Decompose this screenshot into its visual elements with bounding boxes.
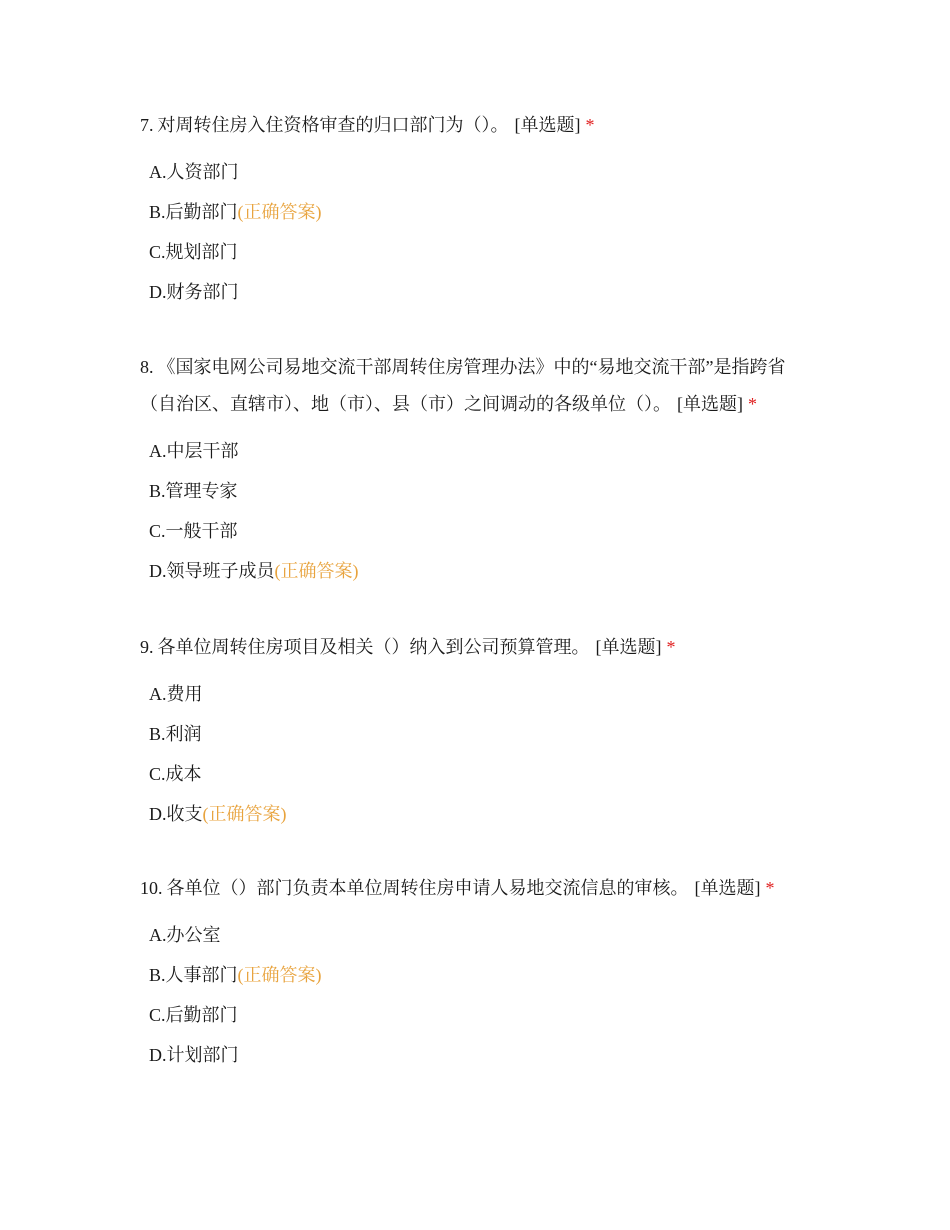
option-label: A.中层干部: [149, 441, 239, 461]
option-a[interactable]: [149, 915, 820, 955]
options-list: [140, 674, 820, 834]
options-list: [140, 431, 820, 591]
question-type: [单选题]: [595, 637, 662, 657]
correct-answer-mark: (正确答案): [274, 561, 359, 581]
option-label: B.后勤部门: [149, 202, 238, 222]
option-label: A.办公室: [149, 925, 221, 945]
option-label: D.收支: [149, 804, 203, 824]
required-marker: *: [765, 878, 775, 898]
option-label: D.计划部门: [149, 1045, 239, 1065]
option-b[interactable]: [149, 955, 820, 995]
option-b[interactable]: [149, 192, 820, 232]
correct-answer-mark: (正确答案): [237, 202, 322, 222]
option-label: B.管理专家: [149, 481, 238, 501]
question-10: [140, 870, 820, 1075]
question-title: [140, 349, 820, 423]
question-text: 对周转住房入住资格审查的归口部门为（）。: [157, 115, 509, 135]
question-number: 9.: [140, 637, 154, 657]
option-label: D.财务部门: [149, 282, 239, 302]
option-a[interactable]: [149, 431, 820, 471]
option-c[interactable]: [149, 232, 820, 272]
question-text: 各单位（）部门负责本单位周转住房申请人易地交流信息的审核。: [166, 878, 689, 898]
correct-answer-mark: (正确答案): [237, 965, 322, 985]
option-d[interactable]: [149, 1035, 820, 1075]
option-label: C.一般干部: [149, 521, 238, 541]
option-c[interactable]: [149, 754, 820, 794]
option-label: B.利润: [149, 724, 202, 744]
required-marker: *: [585, 115, 595, 135]
option-label: A.费用: [149, 684, 203, 704]
question-number: 10.: [140, 878, 163, 898]
question-title: [140, 107, 820, 144]
option-c[interactable]: [149, 511, 820, 551]
question-type: [单选题]: [677, 394, 743, 414]
option-d[interactable]: [149, 794, 820, 834]
question-type: [单选题]: [694, 878, 761, 898]
option-a[interactable]: [149, 152, 820, 192]
question-7: [140, 107, 820, 312]
option-d[interactable]: [149, 272, 820, 312]
option-label: C.后勤部门: [149, 1005, 238, 1025]
option-label: C.成本: [149, 764, 202, 784]
question-text: 各单位周转住房项目及相关（）纳入到公司预算管理。: [157, 637, 590, 657]
required-marker: *: [666, 637, 676, 657]
question-title: [140, 870, 820, 907]
question-9: [140, 629, 820, 834]
option-b[interactable]: [149, 714, 820, 754]
question-type: [单选题]: [514, 115, 581, 135]
correct-answer-mark: (正确答案): [202, 804, 287, 824]
option-a[interactable]: [149, 674, 820, 714]
option-label: A.人资部门: [149, 162, 239, 182]
question-8: [140, 349, 820, 591]
question-text: 《国家电网公司易地交流干部周转住房管理办法》中的“易地交流干部”是指跨省（自治区、直辖市）、地（市）、县（市）之间调动的各级单位（）。: [140, 357, 786, 414]
option-label: D.领导班子成员: [149, 561, 275, 581]
option-d[interactable]: [149, 551, 820, 591]
question-number: 8.: [140, 357, 154, 377]
question-title: [140, 629, 820, 666]
option-label: B.人事部门: [149, 965, 238, 985]
question-number: 7.: [140, 115, 154, 135]
options-list: [140, 152, 820, 312]
required-marker: *: [748, 394, 757, 414]
option-b[interactable]: [149, 471, 820, 511]
options-list: [140, 915, 820, 1075]
option-label: C.规划部门: [149, 242, 238, 262]
option-c[interactable]: [149, 995, 820, 1035]
